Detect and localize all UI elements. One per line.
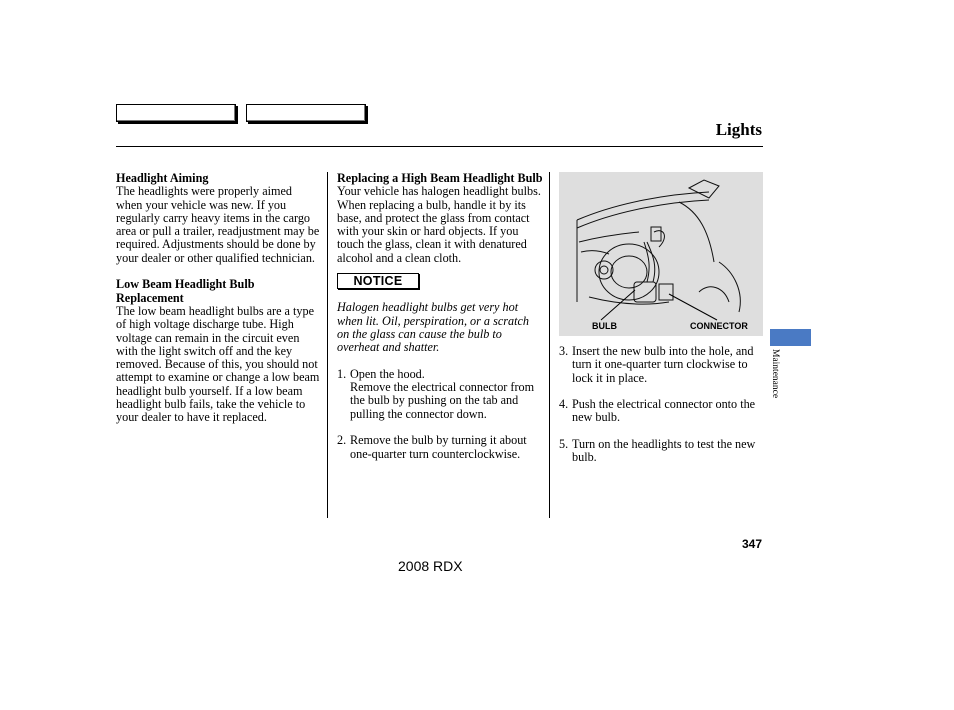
figure-label-bulb: BULB (592, 321, 617, 331)
step-number: 4. (559, 397, 569, 412)
engine-bay-drawing (559, 172, 763, 336)
step-number: 5. (559, 437, 569, 452)
headlight-aiming-heading: Headlight Aiming (116, 171, 209, 185)
list-item (559, 345, 763, 385)
step-number: 3. (559, 344, 569, 358)
section-title: Lights (715, 120, 762, 139)
figure-label-connector: CONNECTOR (690, 321, 748, 331)
column-divider (549, 172, 550, 518)
high-beam-text: Your vehicle has halogen headlight bulbs. When replacing a bulb, handle it by its base, and protect the glass from contact with your skin or hard objects. If you touch the glass, clean it with denatured alcohol and a clean cloth. (337, 184, 541, 265)
step-title: Open the hood. (350, 366, 425, 381)
low-beam-heading: Low Beam Headlight Bulb Replacement (116, 277, 255, 305)
headlight-illustration (559, 172, 763, 336)
list-item (337, 434, 543, 461)
column-right (559, 345, 763, 465)
header-rule (116, 146, 763, 147)
low-beam-text: The low beam headlight bulbs are a type of high voltage discharge tube. High voltage can remain in the circuit even with the light switch off and the key removed. Because of this, you should not attempt to examine or change a low beam headlight bulb yourself. If a low beam headlight bulb fails, take the vehicle to your dealer to have it replaced. (116, 303, 320, 425)
steps-list (337, 368, 543, 461)
step-text: Remove the bulb by turning it about one-quarter turn counterclockwise. (350, 433, 527, 461)
page-number: 347 (741, 537, 762, 551)
notice-badge: NOTICE (337, 273, 419, 289)
steps-list (559, 345, 763, 465)
footer-model: 2008 RDX (398, 558, 463, 574)
column-middle (337, 172, 543, 461)
list-item (337, 368, 543, 421)
side-section-label: Maintenance (770, 349, 780, 399)
step-number: 2. (337, 433, 347, 448)
nav-button-prev[interactable] (116, 104, 236, 122)
nav-button-next[interactable] (246, 104, 366, 122)
step-text: Remove the electrical connector from the bulb by pushing on the tab and pulling the connector down. (350, 380, 535, 421)
high-beam-heading: Replacing a High Beam Headlight Bulb (337, 171, 543, 185)
column-divider (327, 172, 328, 518)
notice-text: Halogen headlight bulbs get very hot when lit. Oil, perspiration, or a scratch on the glass can cause the bulb to overheat and shatter. (337, 300, 529, 355)
list-item (559, 398, 763, 425)
step-text: Insert the new bulb into the hole, and turn it one-quarter turn clockwise to lock it in place. (572, 344, 754, 385)
column-left (116, 172, 320, 425)
step-number: 1. (337, 366, 347, 381)
headlight-aiming-text: The headlights were properly aimed when your vehicle was new. If you regularly carry heavy items in the cargo area or pull a trailer, readjustment may be required. Adjustments should be done by your dealer or other qualified technician. (116, 184, 320, 265)
step-text: Push the electrical connector onto the new bulb. (572, 397, 756, 425)
list-item (559, 438, 763, 465)
section-tab-marker (770, 329, 811, 346)
step-text: Turn on the headlights to test the new bulb. (572, 437, 756, 465)
